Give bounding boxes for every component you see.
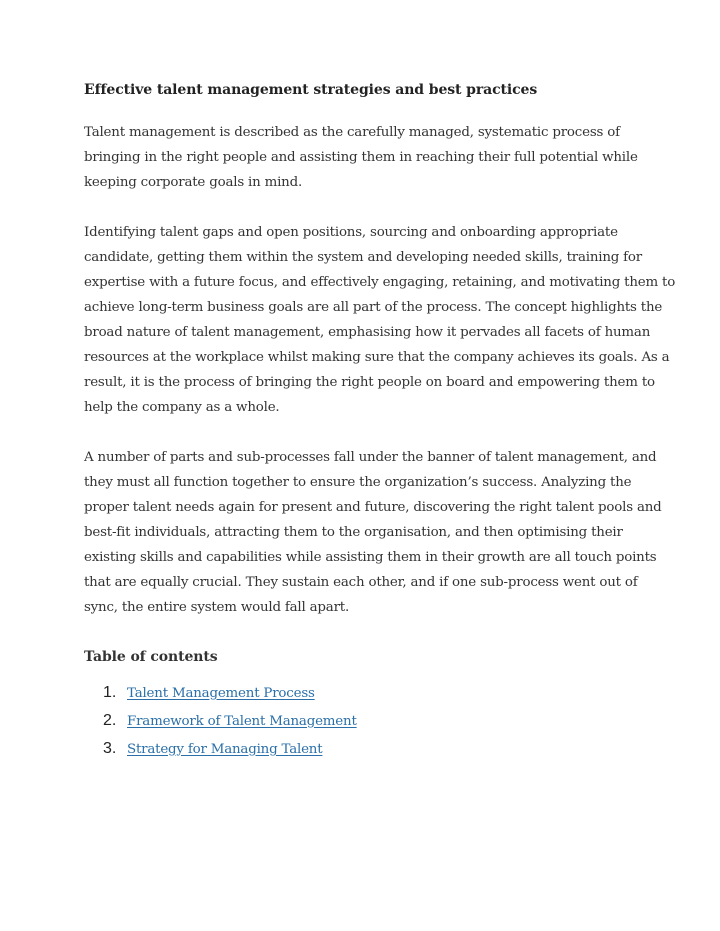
text-line: bringing in the right people and assisting them in reaching their full potential while [84, 150, 638, 165]
toc-heading: Table of contents [84, 649, 218, 665]
toc-item [103, 740, 644, 768]
text-line: existing skills and capabilities while assisting them in their growth are all touch points [84, 550, 657, 565]
text-line: that are equally crucial. They sustain each other, and if one sub-process went out of [84, 575, 638, 590]
text-line: result, it is the process of bringing the right people on board and empowering them to [84, 375, 655, 390]
toc-item-number: 2. [103, 712, 117, 729]
text-line: A number of parts and sub-processes fall under the banner of talent management, and [84, 450, 657, 465]
text-line: candidate, getting them within the system and developing needed skills, training for [84, 250, 642, 265]
text-line: broad nature of talent management, emphasising how it pervades all facets of human [84, 325, 651, 340]
intro-paragraph [84, 120, 644, 195]
document-content [84, 78, 676, 768]
toc-link-framework-of-talent-management[interactable]: Framework of Talent Management [127, 714, 357, 729]
toc-item-number: 3. [103, 740, 117, 757]
toc-item [103, 712, 644, 740]
toc-list [84, 684, 644, 768]
text-line: proper talent needs again for present and future, discovering the right talent pools and [84, 500, 662, 515]
toc-item [103, 684, 644, 712]
text-line: Identifying talent gaps and open positions, sourcing and onboarding appropriate [84, 225, 618, 240]
page-title: Effective talent management strategies and best practices [84, 82, 538, 98]
text-line: achieve long-term business goals are all part of the process. The concept highlights the [84, 300, 663, 315]
text-line: sync, the entire system would fall apart. [84, 600, 350, 615]
process-paragraph [84, 220, 676, 420]
text-line: they must all function together to ensure the organization’s success. Analyzing the [84, 475, 632, 490]
text-line: best-fit individuals, attracting them to the organisation, and then optimising their [84, 525, 623, 540]
text-line: expertise with a future focus, and effectively engaging, retaining, and motivating them to [84, 275, 676, 290]
text-line: resources at the workplace whilst making sure that the company achieves its goals. As a [84, 350, 670, 365]
toc-link-strategy-for-managing-talent[interactable]: Strategy for Managing Talent [127, 742, 323, 757]
text-line: help the company as a whole. [84, 400, 280, 415]
toc-link-talent-management-process[interactable]: Talent Management Process [127, 686, 315, 701]
text-line: Talent management is described as the carefully managed, systematic process of [84, 125, 620, 140]
text-line: keeping corporate goals in mind. [84, 175, 303, 190]
subprocess-paragraph [84, 445, 662, 620]
toc-item-number: 1. [103, 684, 117, 701]
